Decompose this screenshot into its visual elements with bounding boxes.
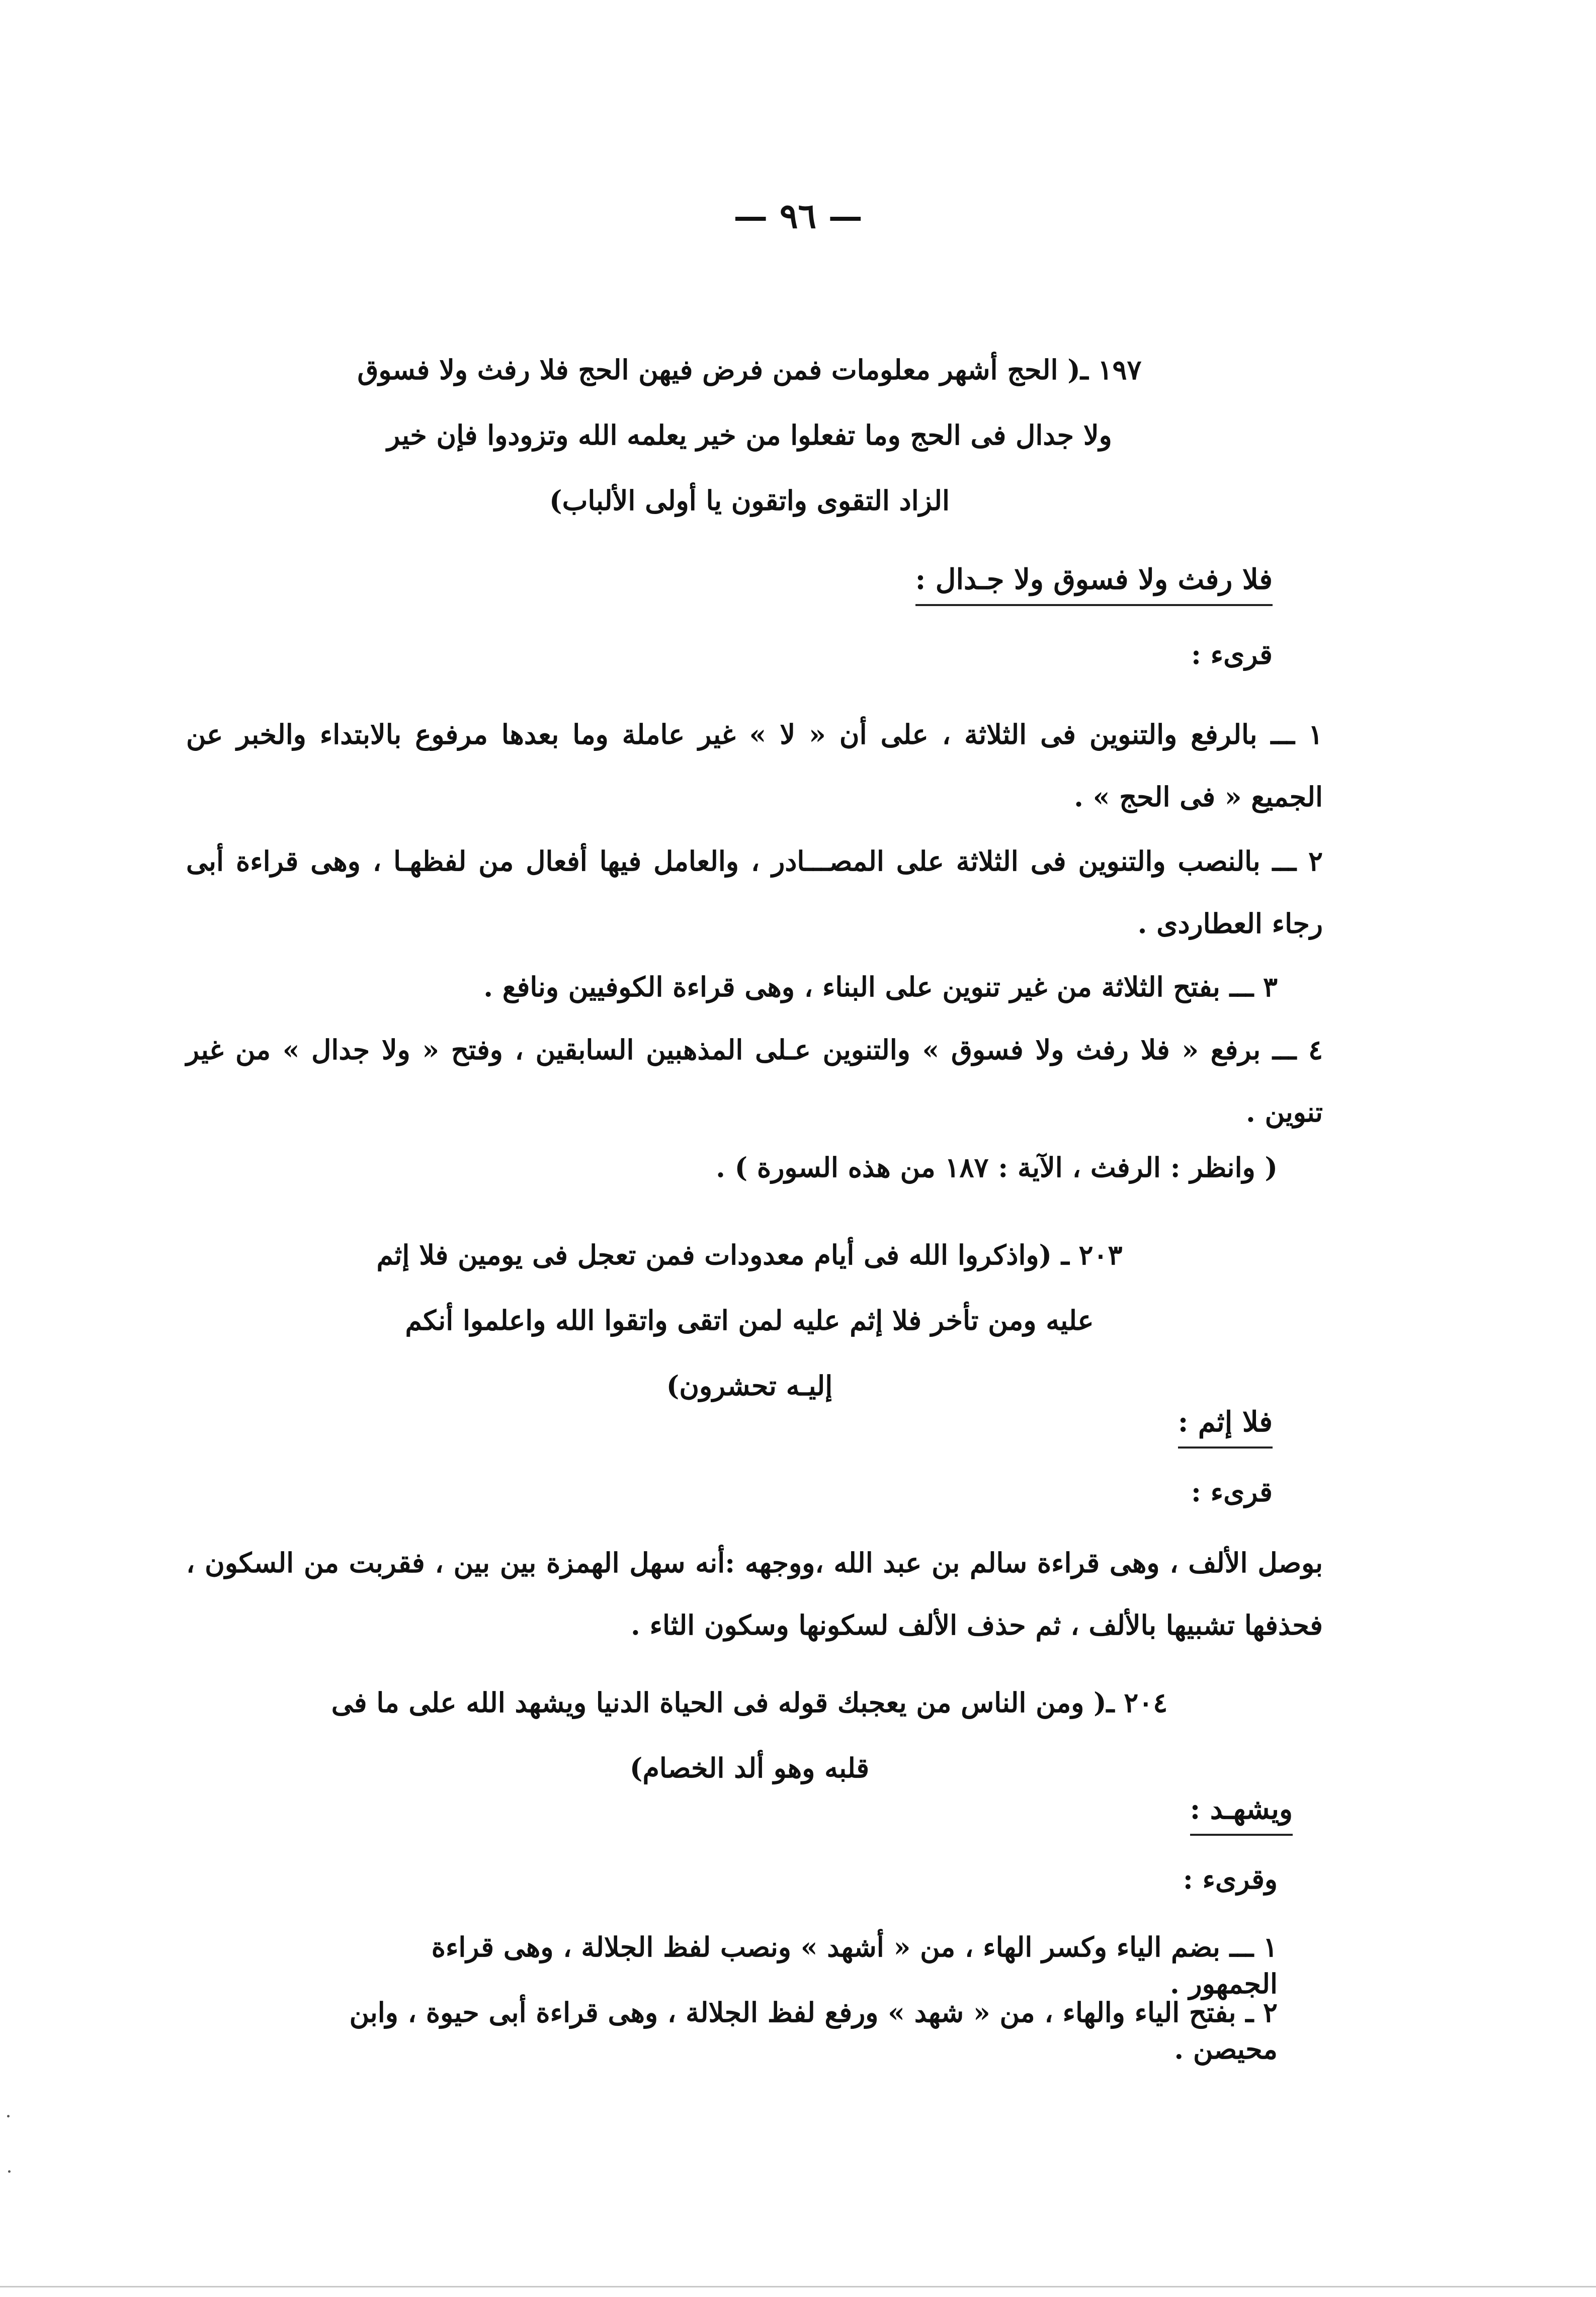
label-quri-3-text: وقرىء : bbox=[1183, 1863, 1278, 1895]
heading-ithm-text: فلا إثم : bbox=[1178, 1403, 1273, 1449]
verse-197 bbox=[322, 337, 1177, 533]
verse-197-line-1: ١٩٧ ـ( الحج أشهر معلومات فمن فرض فيهن الحج فلا رفث ولا فسوق bbox=[357, 354, 1142, 386]
scan-speck bbox=[8, 2170, 11, 2173]
reading-2: بوصل الألف ، وهى قراءة سالم بن عبد الله ،ووجهه :أنه سهل الهمزة بين بين ، فقربت من السكون ، فحذفها تشبيها بالألف ، ثم حذف الألف لسكونها وسكون الثاء . bbox=[186, 1547, 1323, 1641]
verse-203-line-3: إليـه تحشرون) bbox=[666, 1370, 833, 1402]
label-quri-3 bbox=[1056, 1861, 1278, 1898]
scan-speck bbox=[7, 2115, 10, 2117]
verse-204-line-1: ٢٠٤ ـ( ومن الناس من يعجبك قوله فى الحياة الدنيا ويشهد الله على ما فى bbox=[331, 1686, 1168, 1719]
verse-203 bbox=[322, 1222, 1177, 1418]
reading-3-1: ١ ـــ بضم الياء وكسر الهاء ، من « أشهد » ونصب لفظ الجلالة ، وهى قراءة الجمهور . bbox=[431, 1931, 1278, 2000]
verse-203-line-1: ٢٠٣ ـ (واذكروا الله فى أيام معدودات فمن تعجل فى يومين فلا إثم bbox=[376, 1239, 1123, 1271]
reading-1-4: ٤ ـــ برفع « فلا رفث ولا فسوق » والتنوين عـلى المذهبين السابقين ، وفتح « ولا جدال » من غير تنوين . bbox=[186, 1034, 1323, 1128]
reading-1-2: ٢ ـــ بالنصب والتنوين فى الثلاثة على المصـــادر ، والعامل فيها أفعال من لفظهـا ، وهى قراءة أبى رجاء العطاردى . bbox=[186, 845, 1323, 940]
heading-yashhad-text: ويشهـد : bbox=[1190, 1791, 1293, 1836]
verse-197-line-3: الزاد التقوى واتقون يا أولى الألباب) bbox=[549, 484, 950, 517]
verse-197-line-2: ولا جدال فى الحج وما تفعلوا من خير يعلمه الله وتزودوا فإن خير bbox=[387, 419, 1112, 451]
label-quri-2-text: قرىء : bbox=[1191, 1476, 1273, 1508]
heading-rafath-text: فلا رفث ولا فسوق ولا جـدال : bbox=[915, 561, 1273, 606]
label-quri-1 bbox=[1056, 636, 1273, 673]
note-rafath-reference: ( وانظر : الرفث ، الآية : ١٨٧ من هذه السورة ) . bbox=[716, 1151, 1278, 1183]
section-heading-rafath bbox=[754, 561, 1273, 606]
section-heading-yashhad bbox=[1056, 1791, 1293, 1836]
page-bottom-edge bbox=[0, 2286, 1596, 2287]
verse-204-line-2: قلبه وهو ألد الخصام) bbox=[629, 1752, 870, 1784]
page-number: — ٩٦ — bbox=[733, 196, 863, 236]
label-quri-1-text: قرىء : bbox=[1191, 638, 1273, 670]
reading-1-1: ١ ـــ بالرفع والتنوين فى الثلاثة ، على أن « لا » غير عاملة وما بعدها مرفوع بالابتداء والخبر عن الجميع « فى الحج » . bbox=[186, 718, 1323, 813]
reading-3-2: ٢ ـ بفتح الياء والهاء ، من « شهد » ورفع لفظ الجلالة ، وهى قراءة أبى حيوة ، وابن محيصن . bbox=[349, 1996, 1278, 2065]
reading-1-3: ٣ ـــ بفتح الثلاثة من غير تنوين على البناء ، وهى قراءة الكوفيين ونافع . bbox=[483, 971, 1278, 1003]
label-quri-2 bbox=[1056, 1474, 1273, 1510]
verse-203-line-2: عليه ومن تأخر فلا إثم عليه لمن اتقى واتقوا الله واعلموا أنكم bbox=[405, 1304, 1094, 1336]
section-heading-ithm bbox=[1056, 1403, 1273, 1449]
verse-204 bbox=[322, 1670, 1177, 1801]
